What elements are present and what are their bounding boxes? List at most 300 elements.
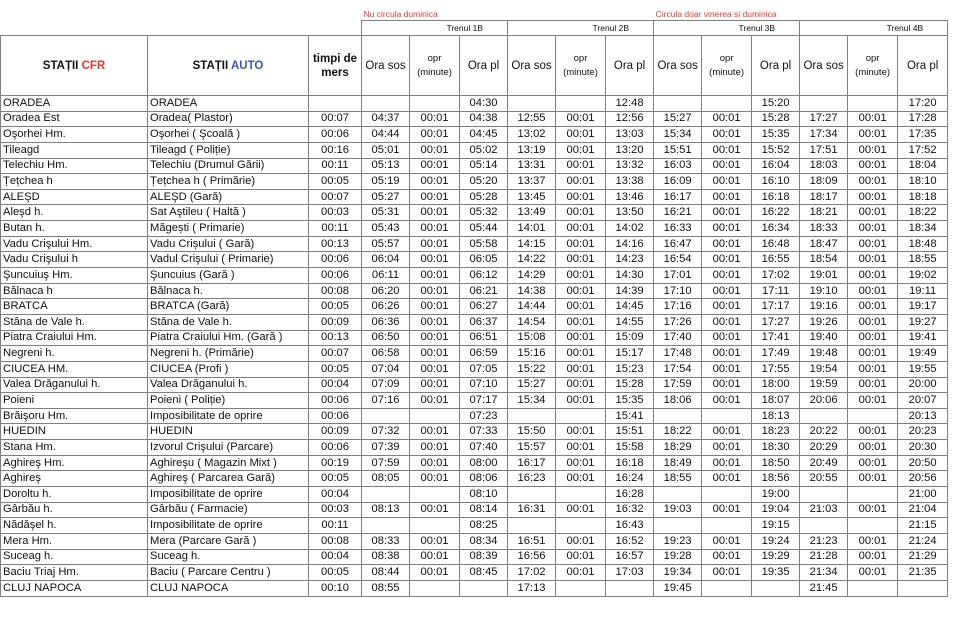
ora-pl-2b-cell: 13:38	[606, 174, 654, 190]
station-auto-cell: CIUCEA (Profi )	[148, 361, 309, 377]
ora-sos-3b-cell: 16:03	[654, 158, 702, 174]
ora-pl-3b-cell: 17:27	[752, 314, 800, 330]
opr-3b-cell: 00:01	[702, 533, 752, 549]
opr-4b-cell	[848, 96, 898, 112]
opr-4b-cell: 00:01	[848, 346, 898, 362]
ora-sos-2b-cell: 16:17	[508, 455, 556, 471]
ora-pl-1b-cell: 06:27	[460, 299, 508, 315]
opr-4b-cell: 00:01	[848, 111, 898, 127]
opr-4b-cell: 00:01	[848, 330, 898, 346]
station-cfr-cell: Vadu Crişului h	[1, 252, 148, 268]
ora-pl-1b-cell: 06:21	[460, 283, 508, 299]
timpi-de-mers-cell: 00:03	[309, 205, 362, 221]
ora-pl-3b-cell: 16:55	[752, 252, 800, 268]
opr-1b-cell	[410, 408, 460, 424]
ora-pl-4b-cell: 20:23	[898, 424, 948, 440]
station-cfr-cell: Stana Hm.	[1, 440, 148, 456]
table-row	[1, 440, 948, 456]
ora-pl-1b-cell: 08:10	[460, 487, 508, 503]
ora-pl-1b-cell: 07:17	[460, 393, 508, 409]
ora-pl-3b-cell: 15:28	[752, 111, 800, 127]
ora-sos-4b-cell: 19:01	[800, 268, 848, 284]
ora-sos-1b-cell: 07:39	[362, 440, 410, 456]
ora-sos-2b-cell: 17:02	[508, 565, 556, 581]
opr-3b-cell: 00:01	[702, 502, 752, 518]
opr-2b-cell: 00:01	[556, 549, 606, 565]
ora-sos-4b-cell: 17:27	[800, 111, 848, 127]
ora-sos-header: Ora sos	[800, 36, 848, 96]
station-auto-cell: Imposibilitate de oprire	[148, 487, 309, 503]
ora-pl-3b-cell: 15:35	[752, 127, 800, 143]
opr-3b-cell: 00:01	[702, 221, 752, 237]
table-row	[1, 580, 948, 596]
ora-pl-2b-cell: 15:09	[606, 330, 654, 346]
ora-pl-3b-cell: 19:15	[752, 518, 800, 534]
statii-auto-header: STAȚII AUTO	[148, 36, 309, 96]
ora-pl-2b-cell: 14:55	[606, 314, 654, 330]
opr-2b-cell: 00:01	[556, 424, 606, 440]
ora-sos-4b-cell: 19:40	[800, 330, 848, 346]
note-left: Nu circula duminica	[363, 9, 438, 19]
opr-4b-cell: 00:01	[848, 455, 898, 471]
table-row	[1, 158, 948, 174]
ora-pl-3b-cell: 17:11	[752, 283, 800, 299]
ora-sos-3b-cell: 18:55	[654, 471, 702, 487]
ora-sos-4b-cell: 20:49	[800, 455, 848, 471]
station-cfr-cell: Piatra Craiului Hm.	[1, 330, 148, 346]
opr-3b-cell: 00:01	[702, 330, 752, 346]
ora-sos-1b-cell: 07:16	[362, 393, 410, 409]
station-cfr-cell: Gârbău h.	[1, 502, 148, 518]
notes-row	[1, 8, 948, 21]
column-header-row	[1, 36, 948, 96]
ora-sos-3b-cell: 16:09	[654, 174, 702, 190]
opr-2b-cell: 00:01	[556, 205, 606, 221]
ora-pl-2b-cell: 13:50	[606, 205, 654, 221]
ora-sos-4b-cell: 20:22	[800, 424, 848, 440]
ora-sos-1b-cell: 05:27	[362, 189, 410, 205]
table-row	[1, 127, 948, 143]
opr-1b-cell: 00:01	[410, 299, 460, 315]
opr-2b-cell	[556, 408, 606, 424]
opr-4b-cell: 00:01	[848, 471, 898, 487]
opr-1b-cell: 00:01	[410, 127, 460, 143]
ora-sos-1b-cell: 05:19	[362, 174, 410, 190]
ora-pl-2b-cell: 15:51	[606, 424, 654, 440]
ora-sos-header: Ora sos	[362, 36, 410, 96]
timpi-de-mers-cell: 00:07	[309, 189, 362, 205]
ora-pl-2b-cell: 12:48	[606, 96, 654, 112]
ora-pl-3b-cell: 18:07	[752, 393, 800, 409]
ora-sos-1b-cell: 06:04	[362, 252, 410, 268]
ora-pl-4b-cell: 20:30	[898, 440, 948, 456]
ora-sos-3b-cell	[654, 487, 702, 503]
ora-sos-3b-cell: 19:03	[654, 502, 702, 518]
opr-4b-cell: 00:01	[848, 377, 898, 393]
ora-pl-header: Ora pl	[460, 36, 508, 96]
ora-sos-4b-cell: 20:29	[800, 440, 848, 456]
ora-sos-2b-cell: 14:54	[508, 314, 556, 330]
ora-sos-1b-cell	[362, 487, 410, 503]
ora-pl-2b-cell: 16:18	[606, 455, 654, 471]
timpi-de-mers-cell: 00:19	[309, 455, 362, 471]
ora-sos-2b-cell: 13:45	[508, 189, 556, 205]
station-cfr-cell: Şuncuiuş Hm.	[1, 268, 148, 284]
ora-sos-1b-cell: 05:57	[362, 236, 410, 252]
ora-sos-4b-cell: 18:17	[800, 189, 848, 205]
ora-pl-4b-cell: 20:50	[898, 455, 948, 471]
ora-sos-3b-cell: 17:48	[654, 346, 702, 362]
opr-2b-cell	[556, 580, 606, 596]
ora-pl-3b-cell: 18:30	[752, 440, 800, 456]
ora-pl-2b-cell: 13:20	[606, 142, 654, 158]
ora-sos-3b-cell: 15:27	[654, 111, 702, 127]
ora-sos-3b-cell: 18:06	[654, 393, 702, 409]
ora-pl-2b-cell	[606, 580, 654, 596]
timpi-de-mers-cell: 00:06	[309, 268, 362, 284]
station-auto-cell: Oşorhei ( Şcoală )	[148, 127, 309, 143]
station-auto-cell: Oradea( Plastor)	[148, 111, 309, 127]
ora-pl-4b-cell: 19:49	[898, 346, 948, 362]
ora-pl-4b-cell: 21:35	[898, 565, 948, 581]
ora-sos-3b-cell	[654, 518, 702, 534]
ora-pl-4b-cell: 20:13	[898, 408, 948, 424]
ora-sos-1b-cell	[362, 408, 410, 424]
table-row	[1, 236, 948, 252]
table-row	[1, 455, 948, 471]
ora-pl-4b-cell: 21:29	[898, 549, 948, 565]
ora-pl-4b-cell: 18:55	[898, 252, 948, 268]
opr-1b-cell: 00:01	[410, 533, 460, 549]
table-row	[1, 174, 948, 190]
ora-pl-3b-cell: 19:00	[752, 487, 800, 503]
table-row	[1, 283, 948, 299]
station-cfr-cell: Poieni	[1, 393, 148, 409]
ora-pl-2b-cell: 15:41	[606, 408, 654, 424]
opr-2b-cell: 00:01	[556, 236, 606, 252]
station-auto-cell: Negreni h. (Primărie)	[148, 346, 309, 362]
station-cfr-cell: CLUJ NAPOCA	[1, 580, 148, 596]
ora-pl-4b-cell	[898, 580, 948, 596]
station-cfr-cell: Butan h.	[1, 221, 148, 237]
station-cfr-cell: Brăişoru Hm.	[1, 408, 148, 424]
station-cfr-cell: Aghireş	[1, 471, 148, 487]
ora-sos-4b-cell	[800, 96, 848, 112]
ora-sos-3b-cell: 17:54	[654, 361, 702, 377]
ora-pl-3b-cell: 18:56	[752, 471, 800, 487]
ora-sos-3b-cell: 17:16	[654, 299, 702, 315]
ora-pl-2b-cell: 16:32	[606, 502, 654, 518]
station-auto-cell: Tileagd ( Poliție)	[148, 142, 309, 158]
ora-pl-4b-cell: 19:27	[898, 314, 948, 330]
opr-4b-cell	[848, 580, 898, 596]
opr-4b-cell: 00:01	[848, 236, 898, 252]
ora-sos-2b-cell: 15:34	[508, 393, 556, 409]
opr-3b-cell: 00:01	[702, 346, 752, 362]
ora-pl-1b-cell: 05:44	[460, 221, 508, 237]
ora-pl-3b-cell: 19:04	[752, 502, 800, 518]
note-right: Circula doar vinerea si duminica	[655, 9, 777, 19]
station-cfr-cell: Doroltu h.	[1, 487, 148, 503]
opr-2b-cell: 00:01	[556, 283, 606, 299]
ora-sos-2b-cell: 16:51	[508, 533, 556, 549]
station-cfr-cell: BRATCA	[1, 299, 148, 315]
ora-pl-2b-cell: 13:32	[606, 158, 654, 174]
train-3b-header: Trenul 3B	[654, 21, 800, 36]
ora-sos-1b-cell: 08:05	[362, 471, 410, 487]
ora-pl-2b-cell: 17:03	[606, 565, 654, 581]
ora-pl-3b-cell	[752, 580, 800, 596]
opr-1b-cell	[410, 518, 460, 534]
opr-1b-cell: 00:01	[410, 455, 460, 471]
station-cfr-cell: HUEDIN	[1, 424, 148, 440]
ora-sos-4b-cell	[800, 518, 848, 534]
station-auto-cell: Aghireşu ( Magazin Mixt )	[148, 455, 309, 471]
opr-2b-cell: 00:01	[556, 189, 606, 205]
ora-sos-4b-cell	[800, 487, 848, 503]
station-cfr-cell: ALEŞD	[1, 189, 148, 205]
station-auto-cell: Valea Drăganului h.	[148, 377, 309, 393]
statii-cfr-header: STAȚII CFR	[1, 36, 148, 96]
opr-3b-cell: 00:01	[702, 565, 752, 581]
ora-pl-4b-cell: 19:11	[898, 283, 948, 299]
ora-sos-3b-cell: 17:01	[654, 268, 702, 284]
ora-sos-4b-cell: 17:51	[800, 142, 848, 158]
ora-sos-1b-cell	[362, 96, 410, 112]
opr-2b-cell	[556, 96, 606, 112]
ora-pl-3b-cell: 17:41	[752, 330, 800, 346]
opr-1b-cell: 00:01	[410, 283, 460, 299]
ora-pl-1b-cell: 08:34	[460, 533, 508, 549]
opr-4b-cell: 00:01	[848, 565, 898, 581]
ora-pl-2b-cell: 12:56	[606, 111, 654, 127]
timpi-de-mers-cell: 00:11	[309, 158, 362, 174]
opr-2b-cell: 00:01	[556, 299, 606, 315]
station-cfr-cell: Baciu Triaj Hm.	[1, 565, 148, 581]
ora-pl-3b-cell: 19:24	[752, 533, 800, 549]
opr-2b-cell: 00:01	[556, 502, 606, 518]
ora-sos-3b-cell: 16:21	[654, 205, 702, 221]
ora-pl-1b-cell: 06:12	[460, 268, 508, 284]
ora-sos-4b-cell: 20:06	[800, 393, 848, 409]
ora-sos-3b-cell: 18:22	[654, 424, 702, 440]
ora-pl-3b-cell: 17:17	[752, 299, 800, 315]
station-cfr-cell: Vadu Crişului Hm.	[1, 236, 148, 252]
ora-sos-4b-cell: 20:55	[800, 471, 848, 487]
timpi-de-mers-header: timpi de mers	[309, 36, 362, 96]
ora-pl-4b-cell: 18:48	[898, 236, 948, 252]
ora-pl-4b-cell: 19:55	[898, 361, 948, 377]
ora-pl-2b-cell: 16:52	[606, 533, 654, 549]
ora-sos-4b-cell: 18:03	[800, 158, 848, 174]
table-row	[1, 393, 948, 409]
ora-pl-3b-cell: 19:29	[752, 549, 800, 565]
ora-sos-2b-cell: 13:02	[508, 127, 556, 143]
opr-3b-cell: 00:01	[702, 236, 752, 252]
ora-sos-4b-cell: 19:26	[800, 314, 848, 330]
station-cfr-cell: Țețchea h	[1, 174, 148, 190]
ora-sos-4b-cell: 18:54	[800, 252, 848, 268]
timpi-de-mers-cell: 00:13	[309, 236, 362, 252]
ora-sos-4b-cell: 18:09	[800, 174, 848, 190]
ora-sos-3b-cell	[654, 96, 702, 112]
ora-sos-3b-cell: 18:29	[654, 440, 702, 456]
ora-pl-1b-cell: 04:45	[460, 127, 508, 143]
ora-sos-2b-cell	[508, 518, 556, 534]
ora-pl-3b-cell: 16:34	[752, 221, 800, 237]
opr-1b-cell: 00:01	[410, 314, 460, 330]
opr-3b-cell: 00:01	[702, 455, 752, 471]
opr-3b-cell	[702, 580, 752, 596]
ora-pl-3b-cell: 17:49	[752, 346, 800, 362]
ora-sos-1b-cell: 07:04	[362, 361, 410, 377]
timpi-de-mers-cell: 00:16	[309, 142, 362, 158]
opr-4b-cell	[848, 487, 898, 503]
station-cfr-cell: Telechiu Hm.	[1, 158, 148, 174]
table-row	[1, 346, 948, 362]
train-1b-header: Trenul 1B	[362, 21, 508, 36]
opr-4b-cell: 00:01	[848, 142, 898, 158]
ora-sos-2b-cell: 15:08	[508, 330, 556, 346]
timpi-de-mers-cell: 00:05	[309, 565, 362, 581]
timpi-de-mers-cell: 00:11	[309, 221, 362, 237]
ora-sos-3b-cell: 15:51	[654, 142, 702, 158]
ora-pl-header: Ora pl	[752, 36, 800, 96]
ora-pl-1b-cell: 05:58	[460, 236, 508, 252]
station-cfr-cell: Nădăşel h.	[1, 518, 148, 534]
ora-sos-1b-cell: 07:09	[362, 377, 410, 393]
timpi-de-mers-cell: 00:11	[309, 518, 362, 534]
opr-2b-cell	[556, 518, 606, 534]
opr-2b-cell: 00:01	[556, 346, 606, 362]
opr-1b-cell: 00:01	[410, 471, 460, 487]
opr-1b-cell: 00:01	[410, 377, 460, 393]
opr-2b-cell: 00:01	[556, 361, 606, 377]
ora-sos-2b-cell: 16:56	[508, 549, 556, 565]
opr-1b-cell: 00:01	[410, 424, 460, 440]
ora-sos-1b-cell: 06:11	[362, 268, 410, 284]
opr-header: opr (minute)	[702, 36, 752, 96]
ora-pl-3b-cell: 19:35	[752, 565, 800, 581]
ora-sos-4b-cell: 21:45	[800, 580, 848, 596]
ora-sos-3b-cell: 15:34	[654, 127, 702, 143]
ora-pl-1b-cell: 07:05	[460, 361, 508, 377]
station-auto-cell: Imposibilitate de oprire	[148, 518, 309, 534]
ora-sos-4b-cell: 18:47	[800, 236, 848, 252]
timpi-de-mers-cell: 00:06	[309, 252, 362, 268]
ora-sos-1b-cell: 04:37	[362, 111, 410, 127]
timpi-de-mers-cell: 00:10	[309, 580, 362, 596]
station-auto-cell: Izvorul Crişului (Parcare)	[148, 440, 309, 456]
table-row	[1, 502, 948, 518]
ora-sos-3b-cell: 17:10	[654, 283, 702, 299]
opr-2b-cell: 00:01	[556, 111, 606, 127]
ora-sos-4b-cell: 19:48	[800, 346, 848, 362]
ora-sos-1b-cell: 05:31	[362, 205, 410, 221]
table-row	[1, 471, 948, 487]
station-auto-cell: Telechiu (Drumul Gării)	[148, 158, 309, 174]
ora-pl-4b-cell: 21:00	[898, 487, 948, 503]
ora-sos-1b-cell	[362, 518, 410, 534]
opr-1b-cell: 00:01	[410, 346, 460, 362]
timpi-de-mers-cell: 00:05	[309, 299, 362, 315]
opr-1b-cell: 00:01	[410, 236, 460, 252]
opr-4b-cell: 00:01	[848, 268, 898, 284]
table-row	[1, 565, 948, 581]
timpi-de-mers-cell: 00:13	[309, 330, 362, 346]
opr-1b-cell: 00:01	[410, 393, 460, 409]
table-row	[1, 268, 948, 284]
train-2b-header: Trenul 2B	[508, 21, 654, 36]
station-cfr-cell: Aleşd h.	[1, 205, 148, 221]
ora-pl-3b-cell: 18:50	[752, 455, 800, 471]
ora-sos-2b-cell: 15:22	[508, 361, 556, 377]
opr-1b-cell	[410, 580, 460, 596]
opr-2b-cell: 00:01	[556, 252, 606, 268]
ora-sos-1b-cell: 06:36	[362, 314, 410, 330]
ora-pl-3b-cell: 16:18	[752, 189, 800, 205]
ora-sos-3b-cell: 19:28	[654, 549, 702, 565]
ora-pl-1b-cell: 07:10	[460, 377, 508, 393]
ora-pl-4b-cell: 17:35	[898, 127, 948, 143]
timpi-de-mers-cell: 00:09	[309, 314, 362, 330]
opr-2b-cell: 00:01	[556, 142, 606, 158]
table-row	[1, 330, 948, 346]
opr-1b-cell: 00:01	[410, 549, 460, 565]
ora-sos-2b-cell: 15:57	[508, 440, 556, 456]
ora-pl-4b-cell: 18:10	[898, 174, 948, 190]
ora-pl-4b-cell: 18:22	[898, 205, 948, 221]
ora-pl-1b-cell: 05:28	[460, 189, 508, 205]
timpi-de-mers-cell: 00:07	[309, 346, 362, 362]
ora-pl-4b-cell: 18:34	[898, 221, 948, 237]
opr-4b-cell: 00:01	[848, 314, 898, 330]
opr-4b-cell: 00:01	[848, 174, 898, 190]
opr-3b-cell: 00:01	[702, 283, 752, 299]
station-cfr-cell: Oşorhei Hm.	[1, 127, 148, 143]
ora-pl-1b-cell: 07:40	[460, 440, 508, 456]
ora-pl-1b-cell: 04:30	[460, 96, 508, 112]
station-cfr-cell: Mera Hm.	[1, 533, 148, 549]
train-4b-header: Trenul 4B	[800, 21, 948, 36]
ora-sos-1b-cell: 04:44	[362, 127, 410, 143]
station-cfr-cell: Valea Drăganului h.	[1, 377, 148, 393]
ora-sos-2b-cell: 14:38	[508, 283, 556, 299]
ora-pl-2b-cell: 13:46	[606, 189, 654, 205]
ora-pl-1b-cell: 08:45	[460, 565, 508, 581]
station-auto-cell: Piatra Craiului Hm. (Gară )	[148, 330, 309, 346]
table-row	[1, 361, 948, 377]
opr-1b-cell: 00:01	[410, 189, 460, 205]
opr-2b-cell: 00:01	[556, 455, 606, 471]
ora-sos-3b-cell: 17:26	[654, 314, 702, 330]
timpi-de-mers-cell: 00:06	[309, 127, 362, 143]
timpi-de-mers-cell: 00:09	[309, 424, 362, 440]
opr-2b-cell: 00:01	[556, 127, 606, 143]
ora-sos-3b-cell: 17:40	[654, 330, 702, 346]
ora-pl-4b-cell: 20:07	[898, 393, 948, 409]
opr-2b-cell: 00:01	[556, 440, 606, 456]
ora-pl-2b-cell: 14:45	[606, 299, 654, 315]
opr-3b-cell: 00:01	[702, 174, 752, 190]
ora-pl-4b-cell: 18:18	[898, 189, 948, 205]
ora-sos-2b-cell: 13:19	[508, 142, 556, 158]
opr-2b-cell: 00:01	[556, 471, 606, 487]
ora-pl-3b-cell: 18:00	[752, 377, 800, 393]
opr-4b-cell: 00:01	[848, 205, 898, 221]
opr-3b-cell: 00:01	[702, 314, 752, 330]
ora-pl-1b-cell: 06:51	[460, 330, 508, 346]
